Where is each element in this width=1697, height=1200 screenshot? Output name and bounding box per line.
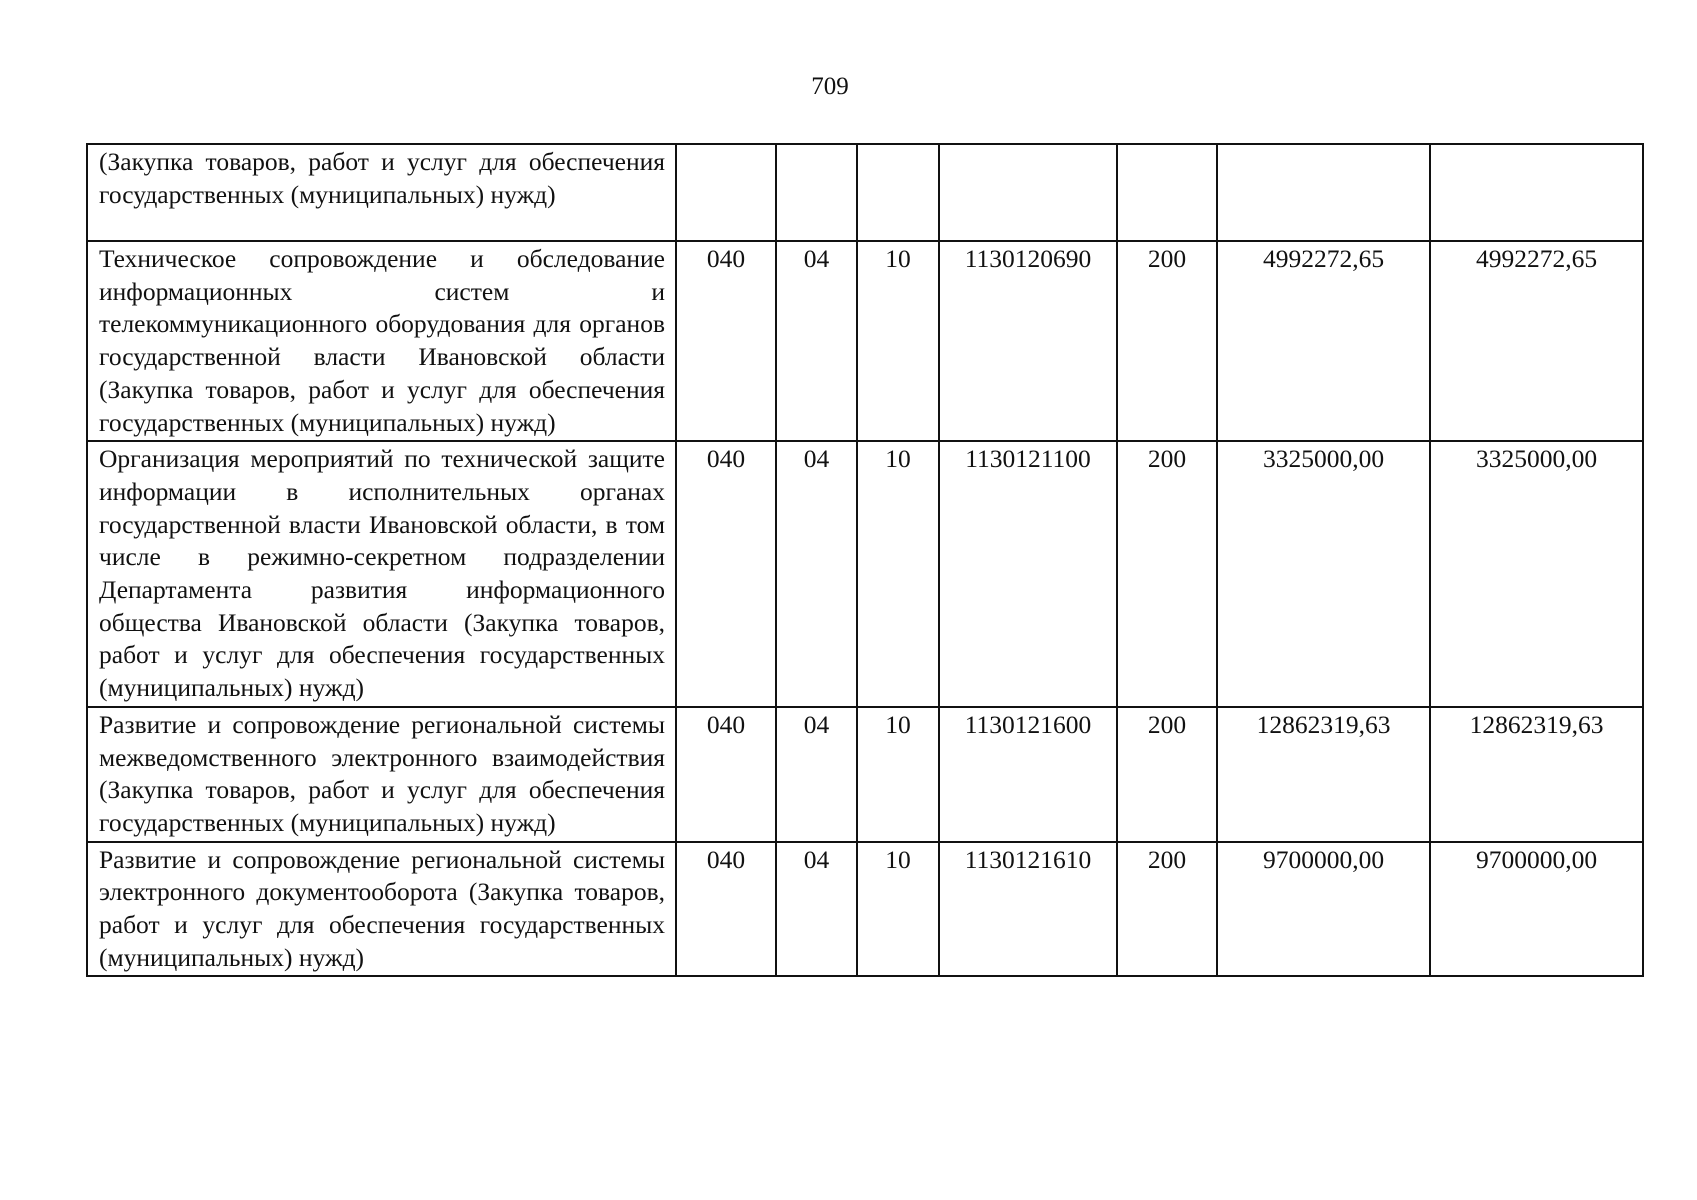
expense-type-cell: 200 [1117,842,1217,977]
section-cell: 04 [776,241,857,441]
budget-table [86,143,1644,977]
table-row [87,441,1643,707]
target-article-cell [939,144,1117,241]
expense-type-cell: 200 [1117,441,1217,707]
table-row [87,144,1643,241]
amount-cell: 4992272,65 [1430,241,1643,441]
table-row [87,241,1643,441]
amount-cell: 9700000,00 [1430,842,1643,977]
amount-cell: 12862319,63 [1217,707,1430,842]
subsection-cell: 10 [857,707,939,842]
expense-type-cell [1117,144,1217,241]
subsection-cell [857,144,939,241]
target-article-cell: 1130121600 [939,707,1117,842]
amount-cell: 9700000,00 [1217,842,1430,977]
amount-cell: 4992272,65 [1217,241,1430,441]
amount-cell [1430,144,1643,241]
expense-type-cell: 200 [1117,707,1217,842]
description-cell: Техническое сопровождение и обследование информационных систем и телекоммуникационного оборудования для органов государственной власти Ивановской области (Закупка товаров, работ и услуг для обеспечения государственных (муниципальных) нужд) [87,241,676,441]
amount-cell: 3325000,00 [1217,441,1430,707]
page-number: 709 [811,73,849,100]
target-article-cell: 1130121100 [939,441,1117,707]
table-row [87,842,1643,977]
description-cell: (Закупка товаров, работ и услуг для обеспечения государственных (муниципальных) нужд) [87,144,676,241]
section-cell: 04 [776,707,857,842]
section-cell: 04 [776,441,857,707]
subsection-cell: 10 [857,441,939,707]
section-cell: 04 [776,842,857,977]
target-article-cell: 1130121610 [939,842,1117,977]
amount-cell [1217,144,1430,241]
section-cell [776,144,857,241]
table-row [87,707,1643,842]
description-cell: Организация мероприятий по технической защите информации в исполнительных органах государственной власти Ивановской области, в том числе в режимно-секретном подразделении Департамента развития информационного общества Ивановской области (Закупка товаров, работ и услуг для обеспечения государственных (муниципальных) нужд) [87,441,676,707]
ministry-code-cell: 040 [676,441,776,707]
amount-cell: 3325000,00 [1430,441,1643,707]
ministry-code-cell [676,144,776,241]
expense-type-cell: 200 [1117,241,1217,441]
ministry-code-cell: 040 [676,842,776,977]
ministry-code-cell: 040 [676,241,776,441]
subsection-cell: 10 [857,241,939,441]
description-cell: Развитие и сопровождение региональной системы электронного документооборота (Закупка товаров, работ и услуг для обеспечения государственных (муниципальных) нужд) [87,842,676,977]
subsection-cell: 10 [857,842,939,977]
target-article-cell: 1130120690 [939,241,1117,441]
ministry-code-cell: 040 [676,707,776,842]
amount-cell: 12862319,63 [1430,707,1643,842]
description-cell: Развитие и сопровождение региональной системы межведомственного электронного взаимодействия (Закупка товаров, работ и услуг для обеспечения государственных (муниципальных) нужд) [87,707,676,842]
